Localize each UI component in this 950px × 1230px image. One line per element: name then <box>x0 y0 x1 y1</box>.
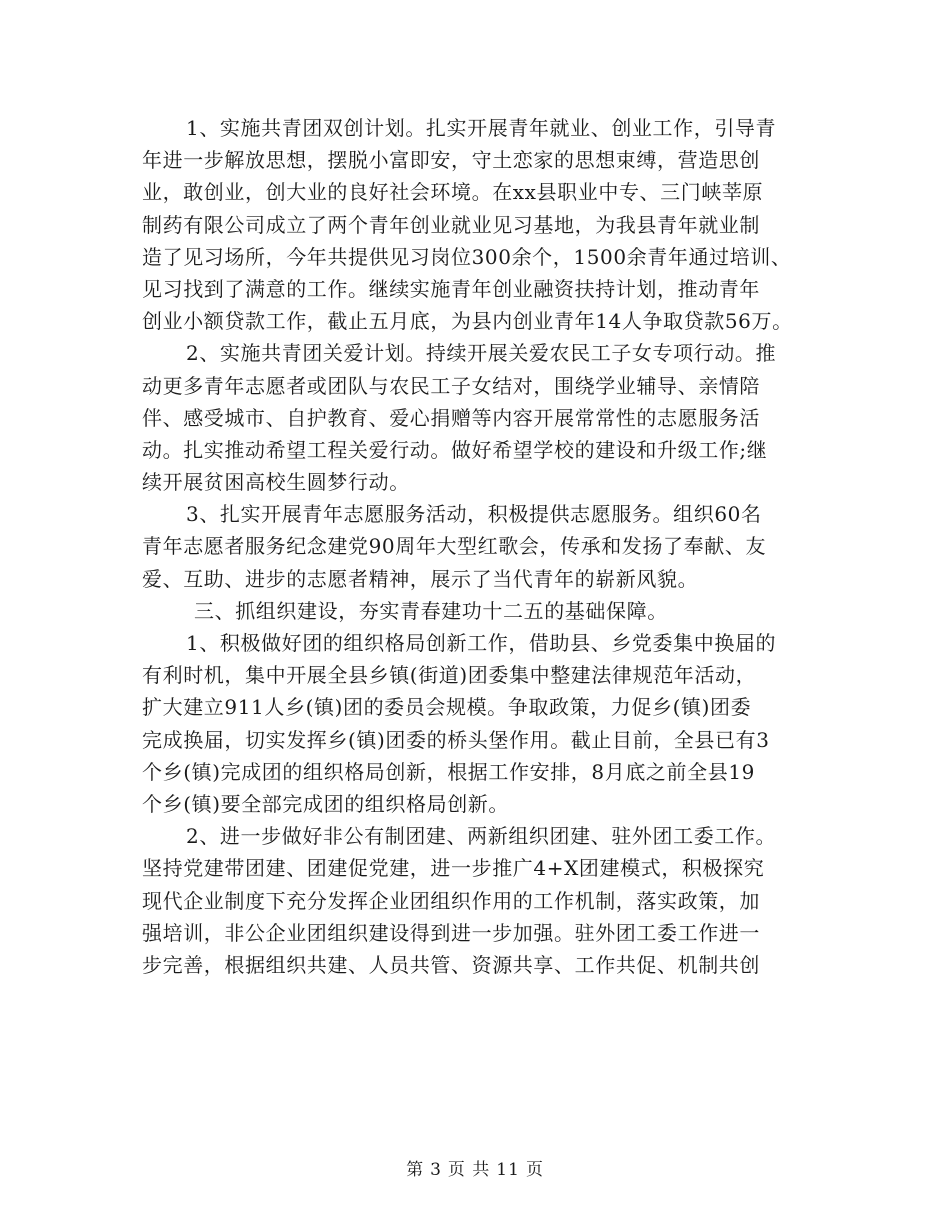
text-line: 坚持党建带团建、团建促党建，进一步推广4+X团建模式，积极探究 <box>142 856 765 881</box>
text-line: 续开展贫困高校生圆梦行动。 <box>142 470 410 495</box>
text-line: 个乡(镇)完成团的组织格局创新，根据工作安排，8月底之前全县19 <box>142 759 755 784</box>
text-line: 动。扎实推动希望工程关爱行动。做好希望学校的建设和升级工作;继 <box>142 437 768 462</box>
text-line: 步完善，根据组织共建、人员共管、资源共享、工作共促、机制共创 <box>142 952 760 977</box>
text-line: 创业小额贷款工作，截止五月底，为县内创业青年14人争取贷款56万。 <box>142 309 793 334</box>
footer-prefix: 第 <box>406 1160 425 1180</box>
text-line: 业，敢创业，创大业的良好社会环境。在xx县职业中专、三门峡莘原 <box>142 180 764 205</box>
document-body <box>142 112 808 981</box>
text-line: 2、实施共青团关爱计划。持续开展关爱农民工子女专项行动。推 <box>186 341 777 366</box>
text-line: 2、进一步做好非公有制团建、两新组织团建、驻外团工委工作。 <box>186 824 777 849</box>
text-line: 见习找到了满意的工作。继续实施青年创业融资扶持计划，推动青年 <box>142 276 760 301</box>
text-line: 青年志愿者服务纪念建党90周年大型红歌会，传承和发扬了奉献、友 <box>142 534 767 559</box>
text-line: 造了见习场所，今年共提供见习岗位300余个，1500余青年通过培训、 <box>142 244 792 269</box>
text-line: 完成换届，切实发挥乡(镇)团委的桥头堡作用。截止目前，全县已有3 <box>142 727 770 752</box>
text-line: 年进一步解放思想，摆脱小富即安，守土恋家的思想束缚，营造思创 <box>142 148 760 173</box>
text-line: 有利时机，集中开展全县乡镇(街道)团委集中整建法律规范年活动， <box>142 663 757 688</box>
text-line: 1、实施共青团双创计划。扎实开展青年就业、创业工作，引导青 <box>186 116 777 140</box>
current-page-number: 3 <box>430 1160 442 1180</box>
text-line: 强培训，非公企业团组织建设得到进一步加强。驻外团工委工作进一 <box>142 920 760 945</box>
text-line: 1、积极做好团的组织格局创新工作，借助县、乡党委集中换届的 <box>186 631 777 655</box>
footer-suffix: 页 <box>525 1160 544 1180</box>
text-line: 爱、互助、进步的志愿者精神，展示了当代青年的崭新风貌。 <box>142 566 699 591</box>
footer-middle: 页 共 <box>447 1160 491 1180</box>
text-line: 现代企业制度下充分发挥企业团组织作用的工作机制，落实政策，加 <box>142 888 760 913</box>
page-footer <box>0 1155 950 1180</box>
text-line: 伴、感受城市、自护教育、爱心捐赠等内容开展常常性的志愿服务活 <box>142 405 760 430</box>
total-pages-number: 11 <box>496 1160 520 1180</box>
text-line: 扩大建立911人乡(镇)团的委员会规模。争取政策，力促乡(镇)团委 <box>142 695 752 720</box>
text-line: 个乡(镇)要全部完成团的组织格局创新。 <box>142 791 510 816</box>
text-line: 制药有限公司成立了两个青年创业就业见习基地，为我县青年就业制 <box>142 212 760 237</box>
text-line: 三、抓组织建设，夯实青春建功十二五的基础保障。 <box>194 598 668 623</box>
text-line: 3、扎实开展青年志愿服务活动，积极提供志愿服务。组织60名 <box>186 502 762 527</box>
text-line: 动更多青年志愿者或团队与农民工子女结对，围绕学业辅导、亲情陪 <box>142 373 760 398</box>
